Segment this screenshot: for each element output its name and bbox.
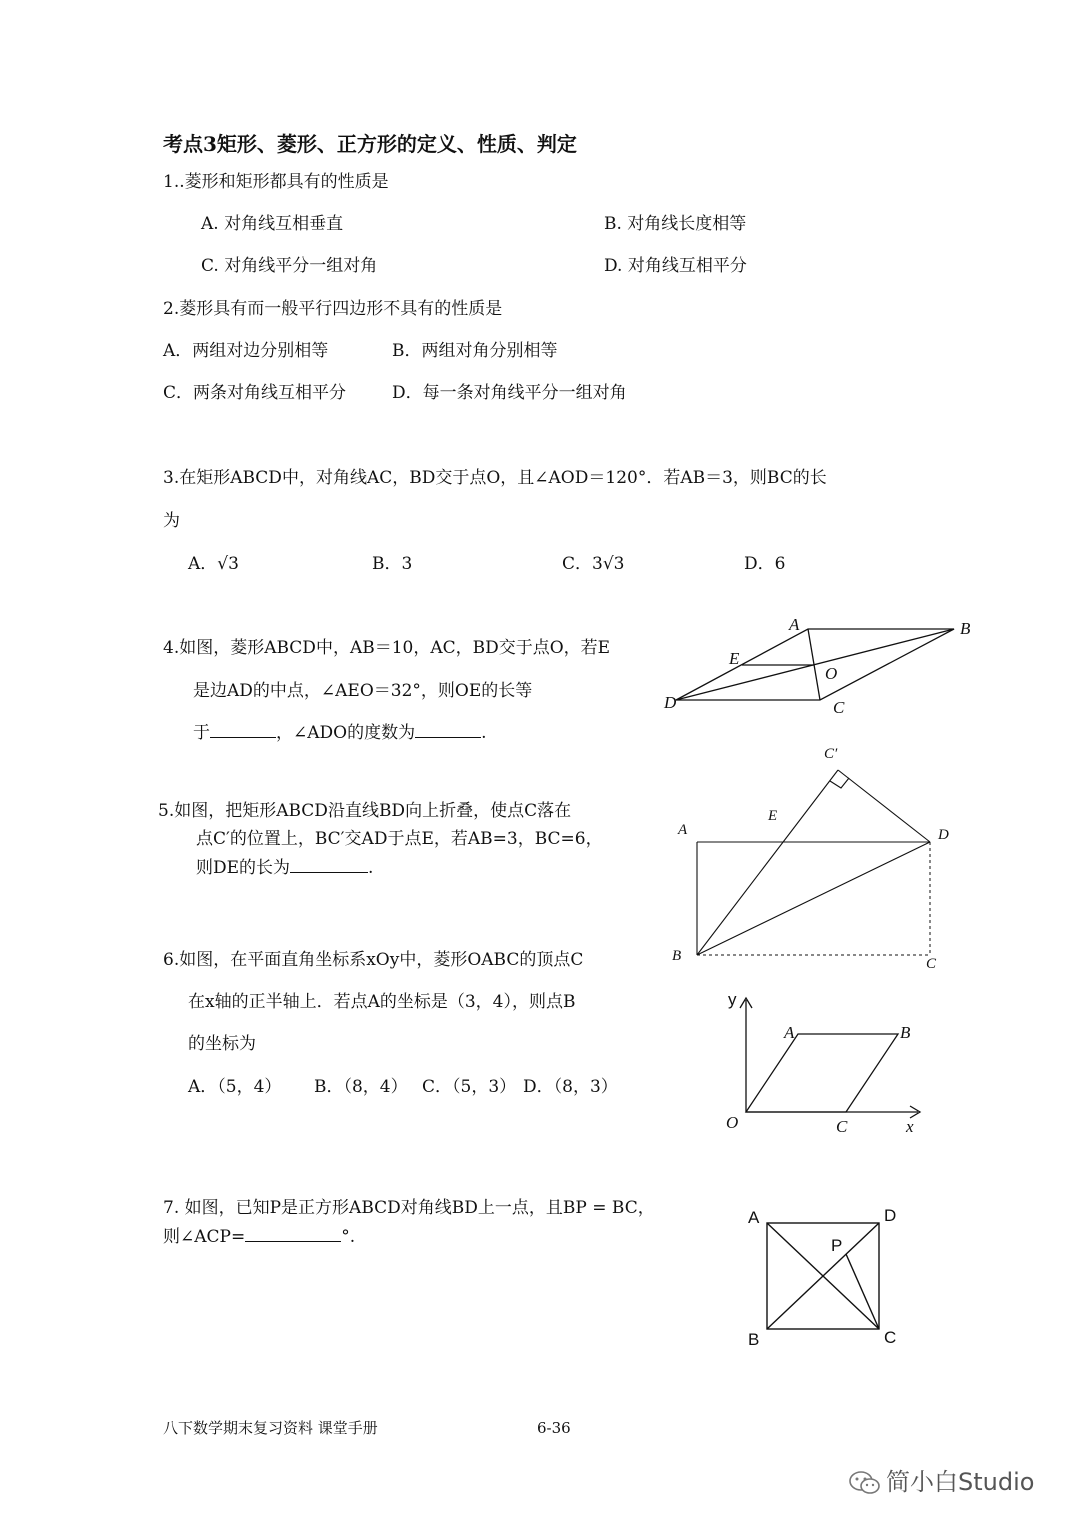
fig4-label-o: O (825, 664, 838, 683)
q1-stem: 1..菱形和矩形都具有的性质是 (163, 172, 389, 192)
q3-option-b: B．3 (372, 554, 413, 574)
q3-option-c: C．3√3 (562, 554, 625, 574)
q3-option-d: D．6 (744, 554, 786, 574)
q7-line1: 7. 如图，已知P是正方形ABCD对角线BD上一点，且BP = BC， (163, 1198, 655, 1218)
q5-line3-b: . (368, 858, 374, 878)
q2-option-a: A．两组对边分别相等 (163, 341, 329, 361)
q5-line1: 5.如图，把矩形ABCD沿直线BD向上折叠，使点C落在 (158, 801, 572, 821)
q2-stem: 2.菱形具有而一般平行四边形不具有的性质是 (163, 299, 503, 319)
footer-title: 八下数学期末复习资料 课堂手册 (163, 1419, 378, 1437)
q3-stem-line1: 3.在矩形ABCD中，对角线AC，BD交于点O，且∠AOD＝120°．若AB＝3，则BC的长 (163, 468, 827, 488)
q3-option-a: A．√3 (188, 554, 239, 574)
q6-option-a: A．（5，4） (188, 1077, 282, 1097)
fig7-segment-pc (846, 1254, 879, 1329)
fig5-label-c: C (926, 956, 937, 972)
q5-line2: 点C′的位置上，BC′交AD于点E，若AB=3，BC=6， (196, 829, 603, 849)
fig6-label-x: x (906, 1117, 914, 1136)
q6-line3: 的坐标为 (188, 1034, 256, 1054)
fig5-label-d: D (938, 827, 949, 843)
q4-line3-b: ，∠ADO的度数为 (276, 723, 416, 743)
q4-line3-c: . (481, 723, 487, 743)
fig7-label-b: B (748, 1330, 760, 1349)
fig7-label-d: D (884, 1206, 897, 1225)
q3-stem-line2: 为 (163, 511, 180, 531)
watermark-text: 简小白Studio (886, 1468, 1035, 1496)
fig7-label-c: C (884, 1328, 897, 1347)
fig5-label-a: A (678, 822, 688, 838)
q1-option-b: B. 对角线长度相等 (604, 214, 747, 234)
q6-line2: 在x轴的正半轴上．若点A的坐标是（3，4），则点B (188, 992, 576, 1012)
q6-option-c: C．（5，3） (422, 1077, 517, 1097)
q1-option-c: C. 对角线平分一组对角 (201, 256, 378, 276)
q6-option-b: B．（8，4） (314, 1077, 408, 1097)
q2-option-c: C．两条对角线互相平分 (163, 383, 347, 403)
q7-line2-a: 则∠ACP= (163, 1227, 246, 1247)
q6-line1: 6.如图，在平面直角坐标系xOy中，菱形OABC的顶点C (163, 950, 584, 970)
q2-option-d: D．每一条对角线平分一组对角 (392, 383, 627, 403)
q7-line2-b: °. (341, 1227, 356, 1247)
q6-option-d: D．（8，3） (523, 1077, 618, 1097)
fig5-label-e: E (768, 808, 778, 824)
fig6-label-o: O (726, 1113, 739, 1132)
q4-line2: 是边AD的中点，∠AEO＝32°，则OE的长等 (193, 681, 533, 701)
q1-option-a: A. 对角线互相垂直 (201, 214, 344, 234)
fig7-label-a: A (748, 1208, 760, 1227)
q4-line1: 4.如图，菱形ABCD中，AB＝10，AC，BD交于点O，若E (163, 638, 611, 658)
fig4-label-e: E (729, 649, 740, 668)
fig4-label-a: A (789, 615, 800, 634)
wechat-icon (848, 1469, 882, 1497)
fig4-label-c: C (833, 698, 845, 717)
fig4-label-b: B (960, 619, 971, 638)
footer-page-number: 6-36 (537, 1419, 571, 1437)
watermark (848, 1462, 1034, 1497)
q4-line3-a: 于 (193, 723, 210, 743)
fig6-label-y: y (728, 990, 737, 1009)
fig5-label-b: B (672, 948, 682, 964)
fig6-label-b: B (900, 1023, 911, 1042)
fig5-label-c-prime: C′ (824, 746, 838, 762)
q2-option-b: B．两组对角分别相等 (392, 341, 558, 361)
fig6-label-c: C (836, 1117, 848, 1136)
section-title: 考点3矩形、菱形、正方形的定义、性质、判定 (163, 132, 577, 156)
fig6-label-a: A (784, 1023, 795, 1042)
fig7-label-p: P (831, 1236, 843, 1255)
q1-option-d: D. 对角线互相平分 (604, 256, 747, 276)
fig4-label-d: D (664, 693, 677, 712)
q5-line3-a: 则DE的长为 (196, 858, 291, 878)
